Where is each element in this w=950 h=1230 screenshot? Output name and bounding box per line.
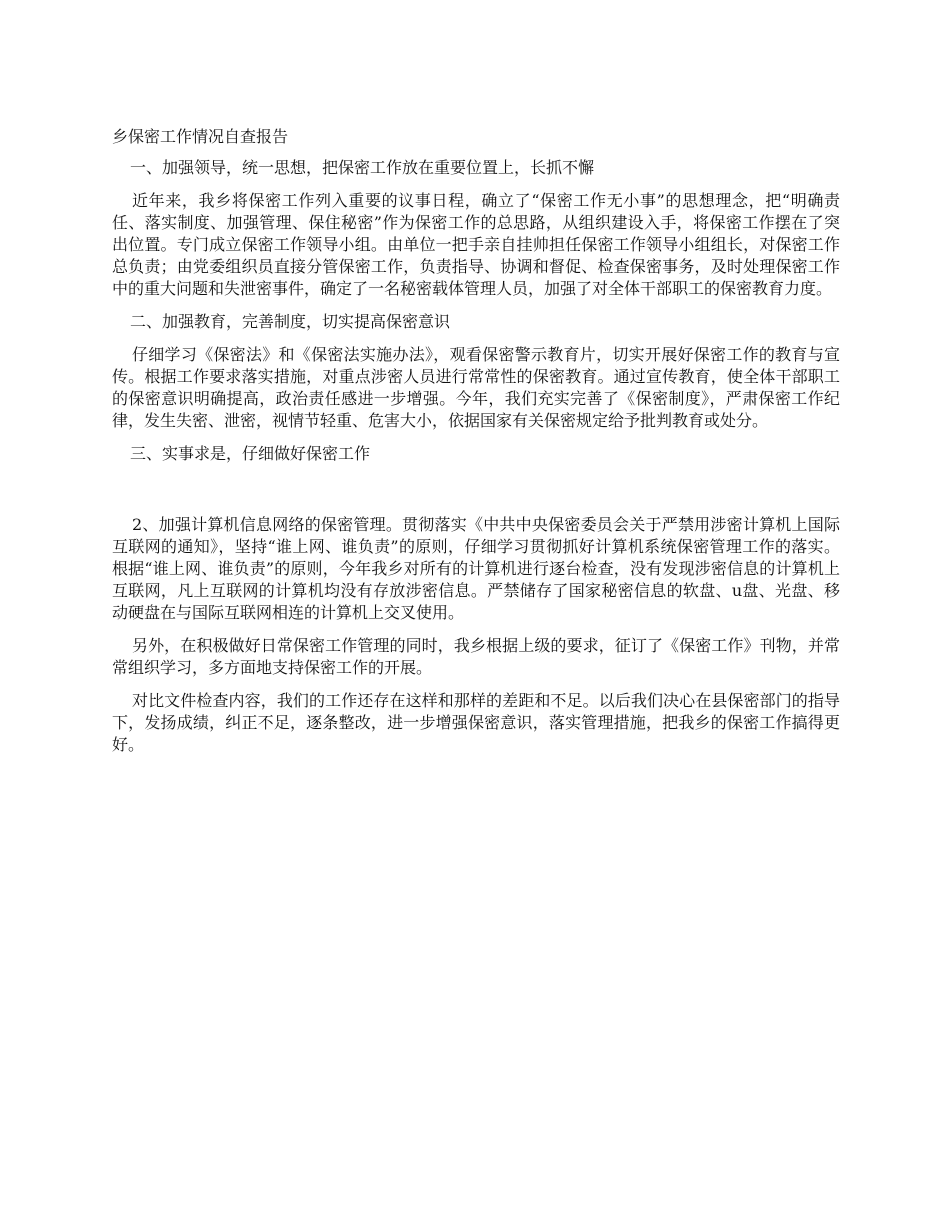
section-3-paragraph-conclusion: 对比文件检查内容，我们的工作还存在这样和那样的差距和不足。以后我们决心在县保密部门的指导下，发扬成绩，纠正不足，逐条整改，进一步增强保密意识，落实管理措施，把我乡的保密工作搞得更好。 [112,691,840,754]
section-3-heading: 三、实事求是，仔细做好保密工作 [130,444,371,463]
section-3-paragraph-publications: 另外，在积极做好日常保密工作管理的同时，我乡根据上级的要求，征订了《保密工作》刊物，并常常组织学习，多方面地支持保密工作的开展。 [112,636,840,677]
section-1-paragraph: 近年来，我乡将保密工作列入重要的议事日程，确立了“保密工作无小事”的思想理念，把“明确责任、落实制度、加强管理、保住秘密”作为保密工作的总思路，从组织建设入手，将保密工作摆在了突出位置。专门成立保密工作领导小组。由单位一把手亲自挂帅担任保密工作领导小组组长，对保密工作总负责；由党委组织员直接分管保密工作，负责指导、协调和督促、检查保密事务，及时处理保密工作中的重大问题和失泄密事件，确定了一名秘密载体管理人员，加强了对全体干部职工的保密教育力度。 [112,191,840,298]
document-page [112,126,840,767]
blank-gap [112,476,840,514]
section-1-heading: 一、加强领导，统一思想，把保密工作放在重要位置上，长抓不懈 [130,158,595,177]
section-3-paragraph-computer-security: 2、加强计算机信息网络的保密管理。贯彻落实《中共中央保密委员会关于严禁用涉密计算机上国际互联网的通知》，坚持“谁上网、谁负责”的原则，仔细学习贯彻抓好计算机系统保密管理工作的落实。根据“谁上网、谁负责”的原则，今年我乡对所有的计算机进行逐台检查，没有发现涉密信息的计算机上互联网，凡上互联网的计算机均没有存放涉密信息。严禁储存了国家秘密信息的软盘、u盘、光盘、移动硬盘在与国际互联网相连的计算机上交叉使用。 [112,515,840,622]
section-2-heading: 二、加强教育，完善制度，切实提高保密意识 [130,312,451,331]
section-2-paragraph: 仔细学习《保密法》和《保密法实施办法》，观看保密警示教育片，切实开展好保密工作的教育与宣传。根据工作要求落实措施，对重点涉密人员进行常常性的保密教育。通过宣传教育，使全体干部职工的保密意识明确提高，政治责任感进一步增强。今年，我们充实完善了《保密制度》，严肃保密工作纪律，发生失密、泄密，视情节轻重、危害大小，依据国家有关保密规定给予批判教育或处分。 [112,345,840,430]
document-title: 乡保密工作情况自查报告 [112,127,289,146]
